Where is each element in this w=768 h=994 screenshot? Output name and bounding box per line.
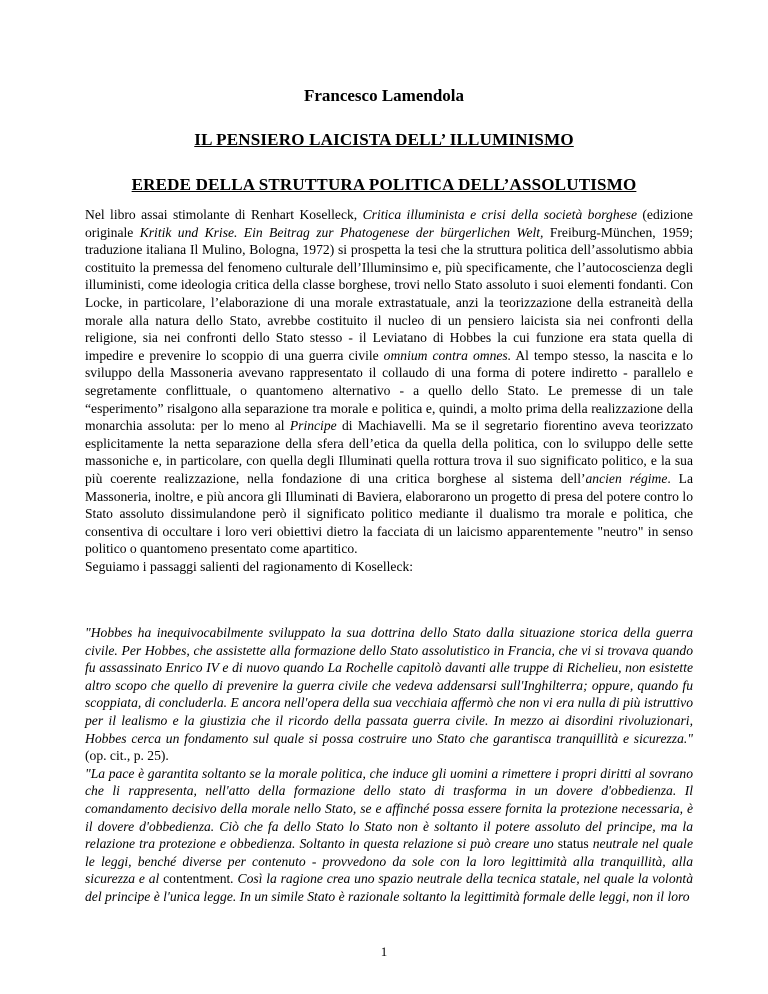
book-title-german: Kritik und Krise. Ein Beitrag zur Phatogenese der bürgerlichen Welt,	[139, 224, 544, 240]
title-line-2: EREDE DELLA STRUTTURA POLITICA DELL’ASSOLUTISMO	[131, 175, 637, 194]
text-run: Al tempo stesso, la nascita e lo sviluppo della Massoneria avevano rappresentato il collaudo di una forma di potere indiretto - parallelo e segretamente conflittuale, o quantomeno alternativo - a quello dello Stato. Le premesse di un tale “esperimento” risalgono alla separazione tra morale e politica e, quindi, a molto prima della realizzazione della monarchia assoluta: per lo meno al	[85, 347, 693, 434]
quotations	[85, 624, 693, 906]
quote-1-reference: (op. cit., p. 25).	[85, 748, 169, 764]
quote-2-text-b: neutrale nel quale le leggi, benché diverse per contenuto - provvedono da sole con la loro legittimità alla tranquillità, alla sicurezza e al	[85, 836, 693, 887]
text-run: (edizione originale	[85, 207, 693, 240]
text-run: . La Massoneria, inoltre, e più ancora gli Illuminati di Baviera, elaborarono un progetto di presa del potere contro lo Stato assoluto dissimulandone però il significato politico mediante il dualismo tra morale e politica, che consentiva di occultare i loro veri obiettivi dietro la facciata di un laicismo apparentemente "neutro" in senso politico o quantomeno presentato come apartitico.	[85, 470, 693, 557]
paragraph-intro	[85, 206, 693, 558]
latin-phrase: omnium contra omnes.	[383, 347, 512, 363]
text-run: Nel libro assai stimolante di Renhart Koselleck,	[85, 207, 363, 222]
status-word: status	[557, 836, 589, 852]
quote-2	[85, 765, 693, 906]
ancien-regime-phrase: ancien régime	[585, 470, 668, 486]
title-line-1: IL PENSIERO LAICISTA DELL’ ILLUMINISMO	[194, 130, 574, 149]
text-run: di Machiavelli. Ma se il segretario fiorentino aveva teorizzato esplicitamente la netta separazione della sfera dell’etica da quella della politica, con lo sviluppo delle sette massoniche e, in particolare, con quella degli Illuminati quella rottura trova il suo significato politico, e la sua più coerente realizzazione, nella fondazione di una critica borghese al sistema dell’	[85, 418, 693, 486]
author-name: Francesco Lamendola	[303, 86, 465, 105]
body-text	[85, 206, 693, 575]
book-title-principe: Principe	[289, 418, 337, 434]
quote-2-text-c: . Così la ragione crea uno spazio neutrale della tecnica statale, nel quale la volontà del principe è l'unica legge. In un simile Stato è razionale soltanto la legittimità formale delle leggi, non il loro	[85, 871, 693, 904]
page-number: 1	[380, 944, 388, 959]
quote-1	[85, 624, 693, 765]
contentment-word: contentment	[163, 871, 231, 887]
quote-2-text-a: "La pace è garantita soltanto se la morale politica, che induce gli uomini a rimettere i propri diritti al sovrano che li rappresenta, nell'atto della formazione dello stato di trasforma in un dovere d'obbedienza. Il comandamento decisivo della morale nello Stato, se e affinché possa essere fornita la protezione necessaria, è il dovere d'obbedienza. Ciò che fa dello Stato lo Stato non è soltanto il potere assoluto del principe, ma la relazione tra protezione e obbedienza. Soltanto in questa relazione si può creare uno	[85, 765, 693, 852]
text-run: Freiburg-München, 1959; traduzione italiana Il Mulino, Bologna, 1972) si prospetta la tesi che la struttura politica dell’assolutismo abbia costituito la premessa del fenomeno culturale dell’Illuminsimo e, più specificamente, che l’autocoscienza degli illuministi, come ideologia critica della classe borghese, trovi nello Stato assoluto i suoi elementi fondanti. Con Locke, in particolare, l’elaborazione di una morale extrastatuale, anzi la teorizzazione della estraneità della morale alla natura dello Stato, avrebbe costituito il nucleo di un pensiero laicista sia nei confronti della religione, sia nei confronti dello Stato stesso - il Leviatano di Hobbes la cui funzione era stata quella di impedire e prevenire lo scoppio di una guerra civile	[85, 224, 694, 363]
paragraph-transition: Seguiamo i passaggi salienti del ragionamento di Koselleck:	[85, 558, 414, 574]
quote-1-text: "Hobbes ha inequivocabilmente sviluppato la sua dottrina dello Stato dalla situazione storica della guerra civile. Per Hobbes, che assistette alla formazione dello Stato assolutistico in Francia, che vi si trovava quando fu assassinato Enrico IV e di nuovo quando La Rochelle capitolò davanti alle truppe di Richelieu, non esistette altro scopo che quello di prevenire la guerra civile che vedeva addensarsi sull'Inghilterra; oppure, quando fu scoppiata, di concluderla. E ancora nell'opera della sua vecchiaia affermò che non vi era nulla di più istruttivo per il lealismo e la giustizia che il ricordo della passata guerra civile. In mezzo ai disordini rivoluzionari, Hobbes cerca un fondamento sul quale si possa costruire uno Stato che garantisca tranquillità e sicurezza."	[85, 625, 693, 746]
book-title-italian: Critica illuminista e crisi della società borghese	[362, 207, 637, 222]
